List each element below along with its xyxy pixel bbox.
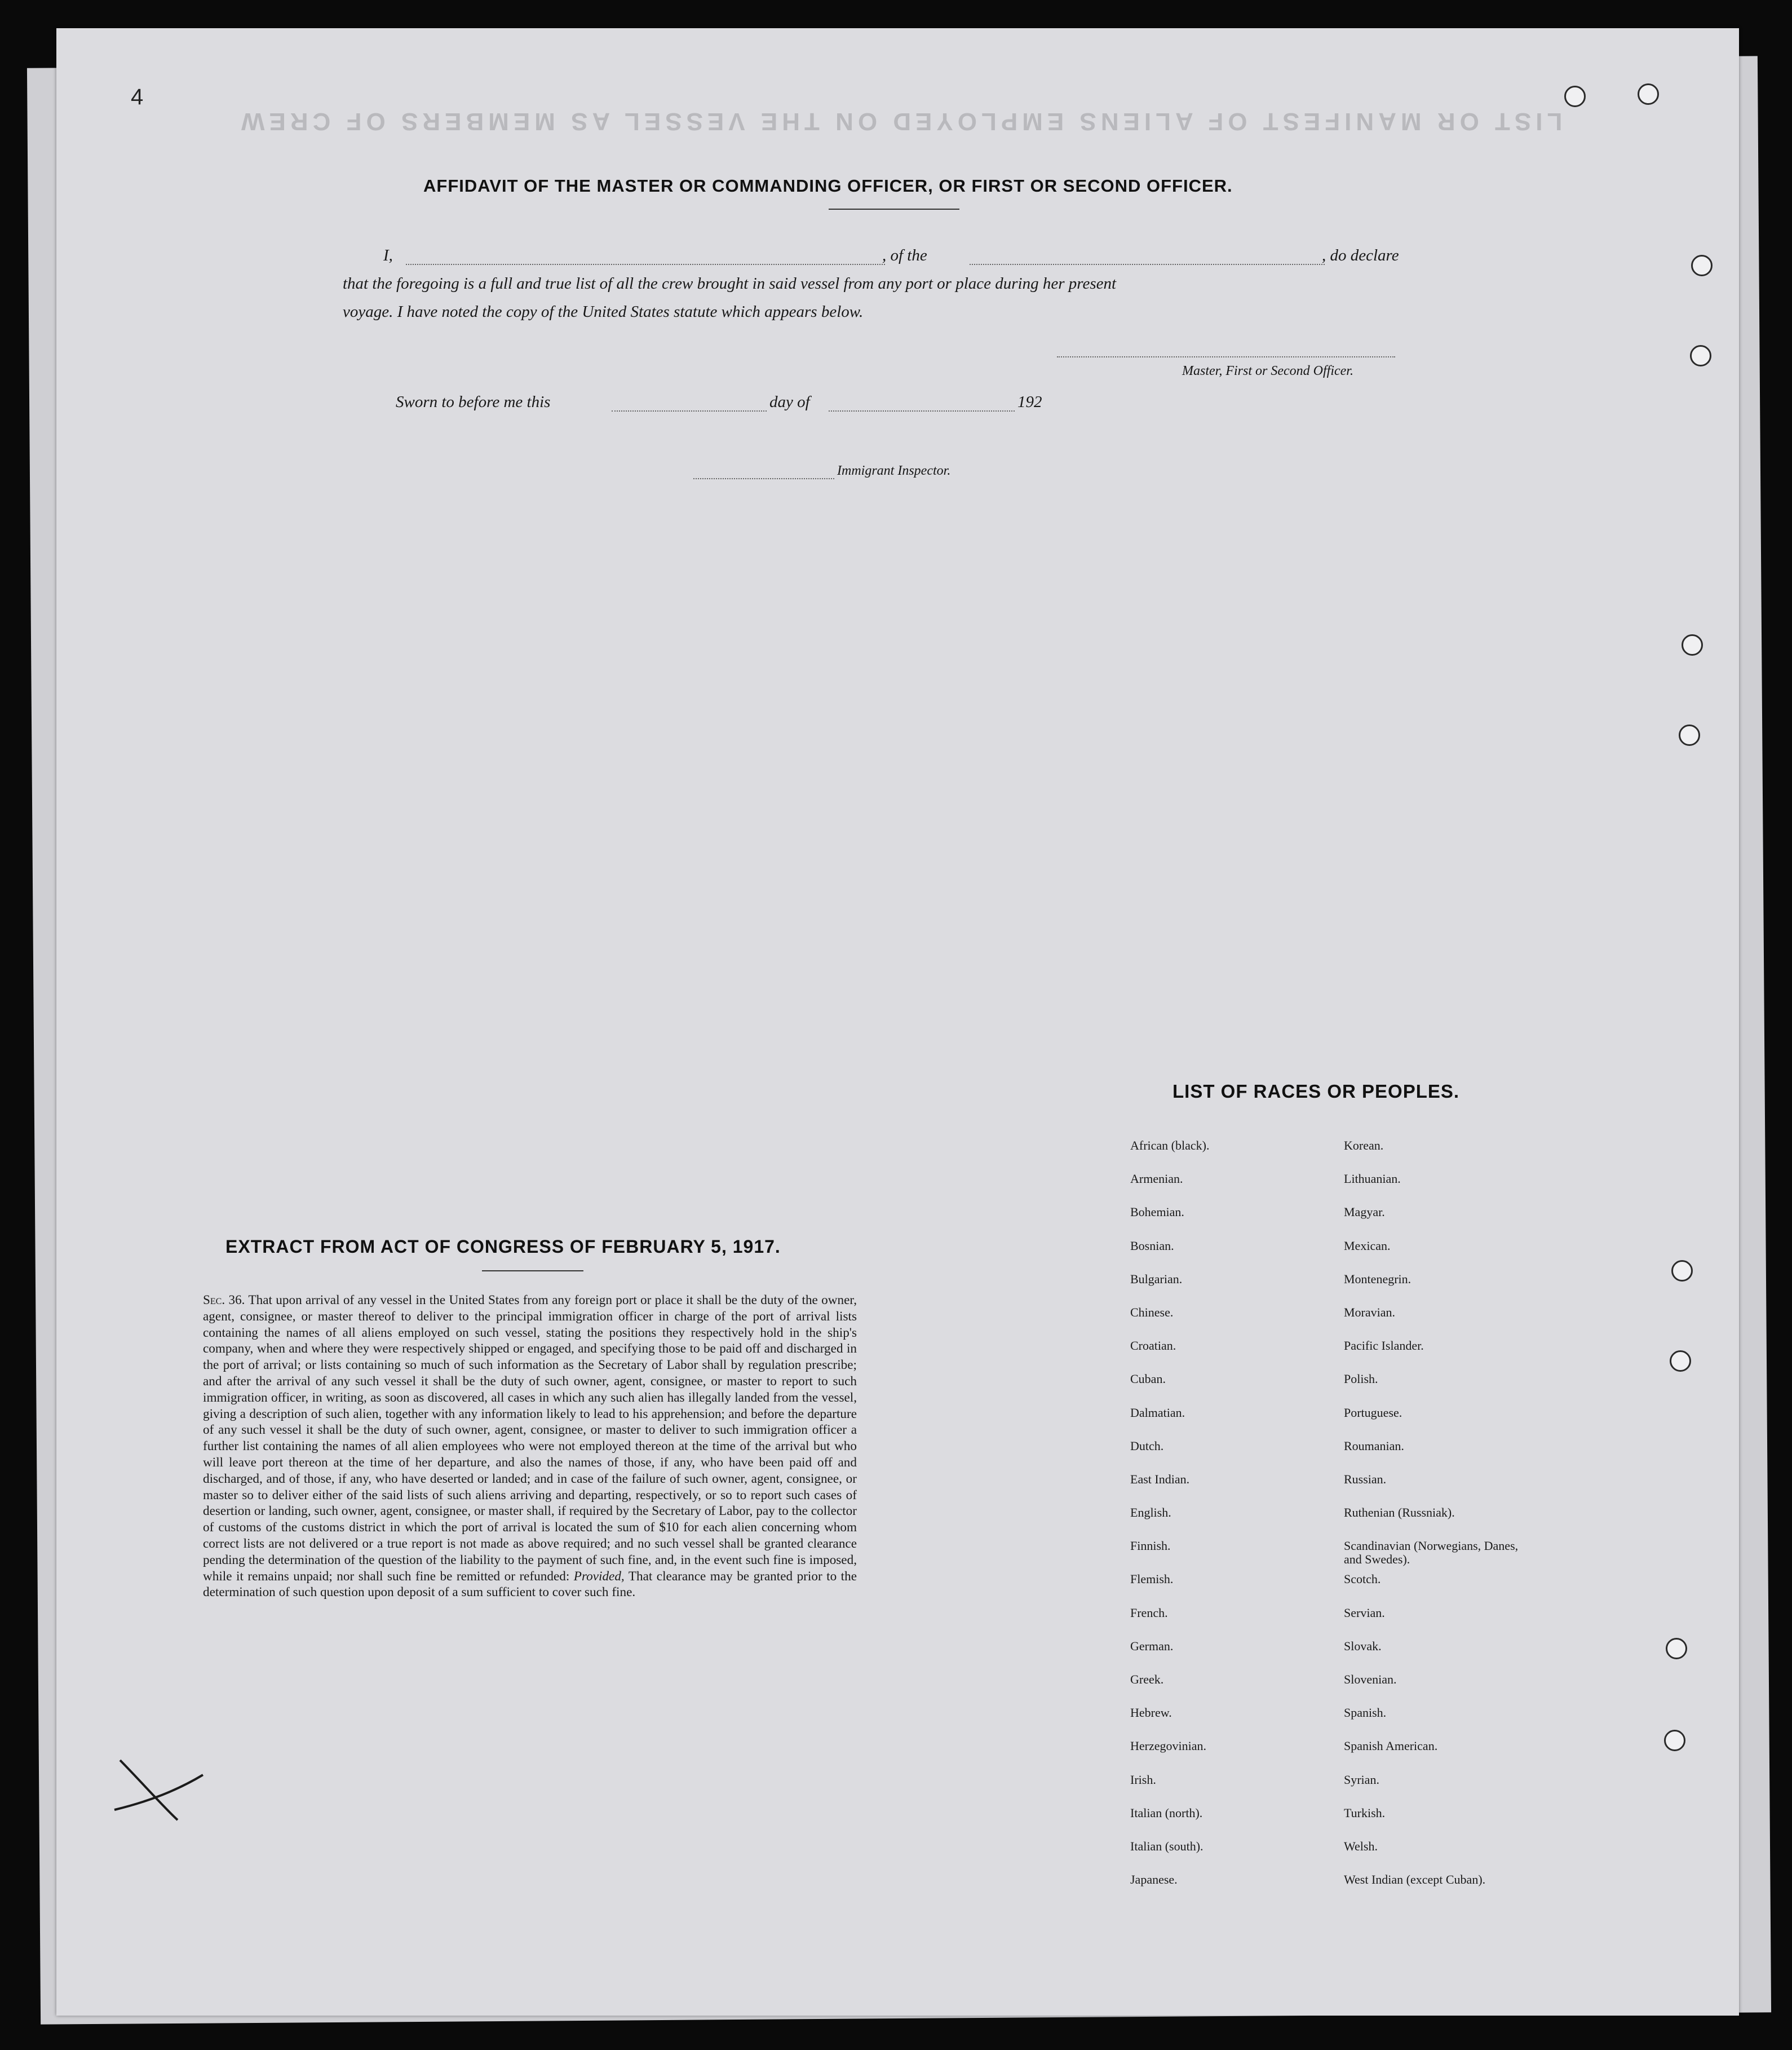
race-item: Bohemian. [1130,1205,1184,1220]
binder-hole [1690,345,1711,366]
binder-hole [1664,1730,1685,1751]
race-item: Italian (south). [1130,1839,1203,1853]
day-of-label: day of [769,393,810,411]
race-item: Flemish. [1130,1572,1174,1587]
title-rule [829,209,959,210]
binder-hole [1682,634,1703,656]
binder-hole [1691,255,1713,276]
race-item: Slovenian. [1344,1672,1397,1686]
binder-hole [1666,1638,1687,1659]
master-signature-label: Master, First or Second Officer. [1182,364,1353,378]
race-item: Lithuanian. [1344,1172,1401,1186]
race-item: Greek. [1130,1672,1164,1686]
race-item: German. [1130,1638,1174,1653]
races-title: LIST OF RACES OR PEOPLES. [1172,1081,1460,1102]
race-item: Montenegrin. [1344,1271,1412,1286]
race-item: Spanish. [1344,1706,1387,1720]
race-item: Hebrew. [1130,1706,1172,1720]
race-item: Finnish. [1130,1539,1171,1553]
race-item: Korean. [1344,1138,1384,1152]
extract-title-rule [482,1270,583,1271]
show-through-header: LIST OR MANIFEST OF ALIENS EMPLOYED ON THE VESSEL AS MEMBERS OF CREW [237,108,1563,135]
race-item: Roumanian. [1344,1438,1404,1453]
race-item: Slovak. [1344,1638,1382,1653]
race-item: English. [1130,1505,1171,1520]
section-36-body-1: That upon arrival of any vessel in the United States from any foreign port or place it shall be the duty of the owner, agent, consignee, or master thereof to deliver to the principal immigration officer in charge of the port of arrival lists containing the names of all aliens employed on such vessel, stating the positions they respectively hold in the ship's company, when and where they were respectively shipped or engaged, and specifying those to be paid off and discharged in the port of arrival; or lists containing so much of such information as the Secretary of Labor shall by regulation prescribe; and after the arrival of any such vessel it shall be the duty of such owner, agent, consignee, or master to report to such immigration officer, in writing, as soon as discovered, all cases in which any such alien has illegally landed from the vessel, giving a description of such alien, together with any information likely to lead to his apprehension; and before the departure of any such vessel it shall be the duty of such owner, agent, consignee, or master to deliver to such immigration officer a further list containing the names of all alien employees who were not employed thereon at the time of the arrival but who will leave port thereon at the time of her departure, and also the names of those, if any, who have been paid off and discharged, and of those, if any, who have deserted or landed; and in case of the failure of such owner, agent, consignee, or master so to deliver either of the said lists of such aliens arriving and departing, respectively, or so to report such cases of desertion or landing, such owner, agent, consignee, or master shall, if required by the Secretary of Labor, pay to the collector of customs of the customs district in which the port of arrival is located the sum of $10 for each alien concerning whom correct lists are not delivered or a true report is not made as above required; and no such vessel shall be granted clearance pending the determination of the question of the liability to the payment of such fine, and, in the event such fine is imposed, while it remains unpaid; nor shall such fine be remitted or refunded: [203,1293,857,1584]
inspector-signature-field[interactable] [693,478,834,479]
inspector-label: Immigrant Inspector. [837,463,951,478]
binder-hole [1670,1350,1691,1372]
extract-title: EXTRACT FROM ACT OF CONGRESS OF FEBRUARY 5, 1917. [225,1236,781,1257]
section-36-text [203,1292,857,1601]
binder-hole [1679,724,1700,746]
corner-mark: 4 [131,85,144,109]
do-declare-label: , do declare [1322,246,1399,264]
affidavit-title: AFFIDAVIT OF THE MASTER OR COMMANDING OFFICER, OR FIRST OR SECOND OFFICER. [423,176,1233,196]
race-item: Scotch. [1344,1572,1381,1587]
year-label: 192 [1017,393,1042,411]
race-item: Scandinavian (Norwegians, Danes, and Swedes). [1344,1539,1519,1567]
race-item: East Indian. [1130,1472,1190,1486]
race-item: Croatian. [1130,1338,1176,1353]
race-item: Irish. [1130,1772,1156,1787]
binder-hole [1564,86,1586,107]
race-item: Pacific Islander. [1344,1338,1424,1353]
race-item: West Indian (except Cuban). [1344,1872,1486,1887]
race-item: Welsh. [1344,1839,1378,1853]
section-36-body-2: That clearance may be granted prior to the determination of such question upon deposit of a sum sufficient to cover such fine. [203,1569,857,1600]
race-item: Japanese. [1130,1872,1178,1887]
race-item: French. [1130,1605,1168,1620]
affidavit-i-label: I, [383,246,393,264]
race-item: Armenian. [1130,1172,1183,1186]
race-item: Ruthenian (Russniak). [1344,1505,1455,1520]
race-item: Bosnian. [1130,1238,1174,1253]
race-item: African (black). [1130,1138,1210,1152]
binder-hole [1638,83,1659,105]
race-item: Servian. [1344,1605,1385,1620]
race-item: Syrian. [1344,1772,1379,1787]
sworn-day-field[interactable] [612,410,767,412]
race-item: Italian (north). [1130,1805,1203,1820]
race-item: Portuguese. [1344,1405,1402,1420]
race-item: Mexican. [1344,1238,1391,1253]
race-item: Moravian. [1344,1305,1396,1319]
race-item: Magyar. [1344,1205,1385,1220]
race-item: Chinese. [1130,1305,1174,1319]
race-item: Polish. [1344,1372,1378,1386]
sworn-month-field[interactable] [829,410,1015,412]
provided-label: Provided, [573,1569,625,1584]
affidavit-line-2: that the foregoing is a full and true list of all the crew brought in said vessel from any port or place during her present [343,275,1117,293]
master-name-field[interactable] [406,264,885,265]
affidavit-line-3: voyage. I have noted the copy of the United States statute which appears below. [343,303,864,321]
race-item: Herzegovinian. [1130,1739,1206,1753]
sworn-label: Sworn to before me this [396,393,551,411]
race-item: Dutch. [1130,1438,1164,1453]
race-item: Russian. [1344,1472,1387,1486]
race-item: Spanish American. [1344,1739,1438,1753]
race-item: Cuban. [1130,1372,1166,1386]
handwritten-cross-mark [110,1753,211,1827]
of-the-label: , of the [882,246,927,264]
binder-hole [1671,1260,1693,1282]
race-item: Bulgarian. [1130,1271,1183,1286]
master-signature-field[interactable] [1057,356,1395,357]
vessel-name-field[interactable] [970,264,1325,265]
races-right-column [1344,1139,1536,1906]
race-item: Turkish. [1344,1805,1386,1820]
section-label: Sec. 36. [203,1293,245,1307]
races-left-column [1130,1139,1209,1906]
race-item: Dalmatian. [1130,1405,1185,1420]
